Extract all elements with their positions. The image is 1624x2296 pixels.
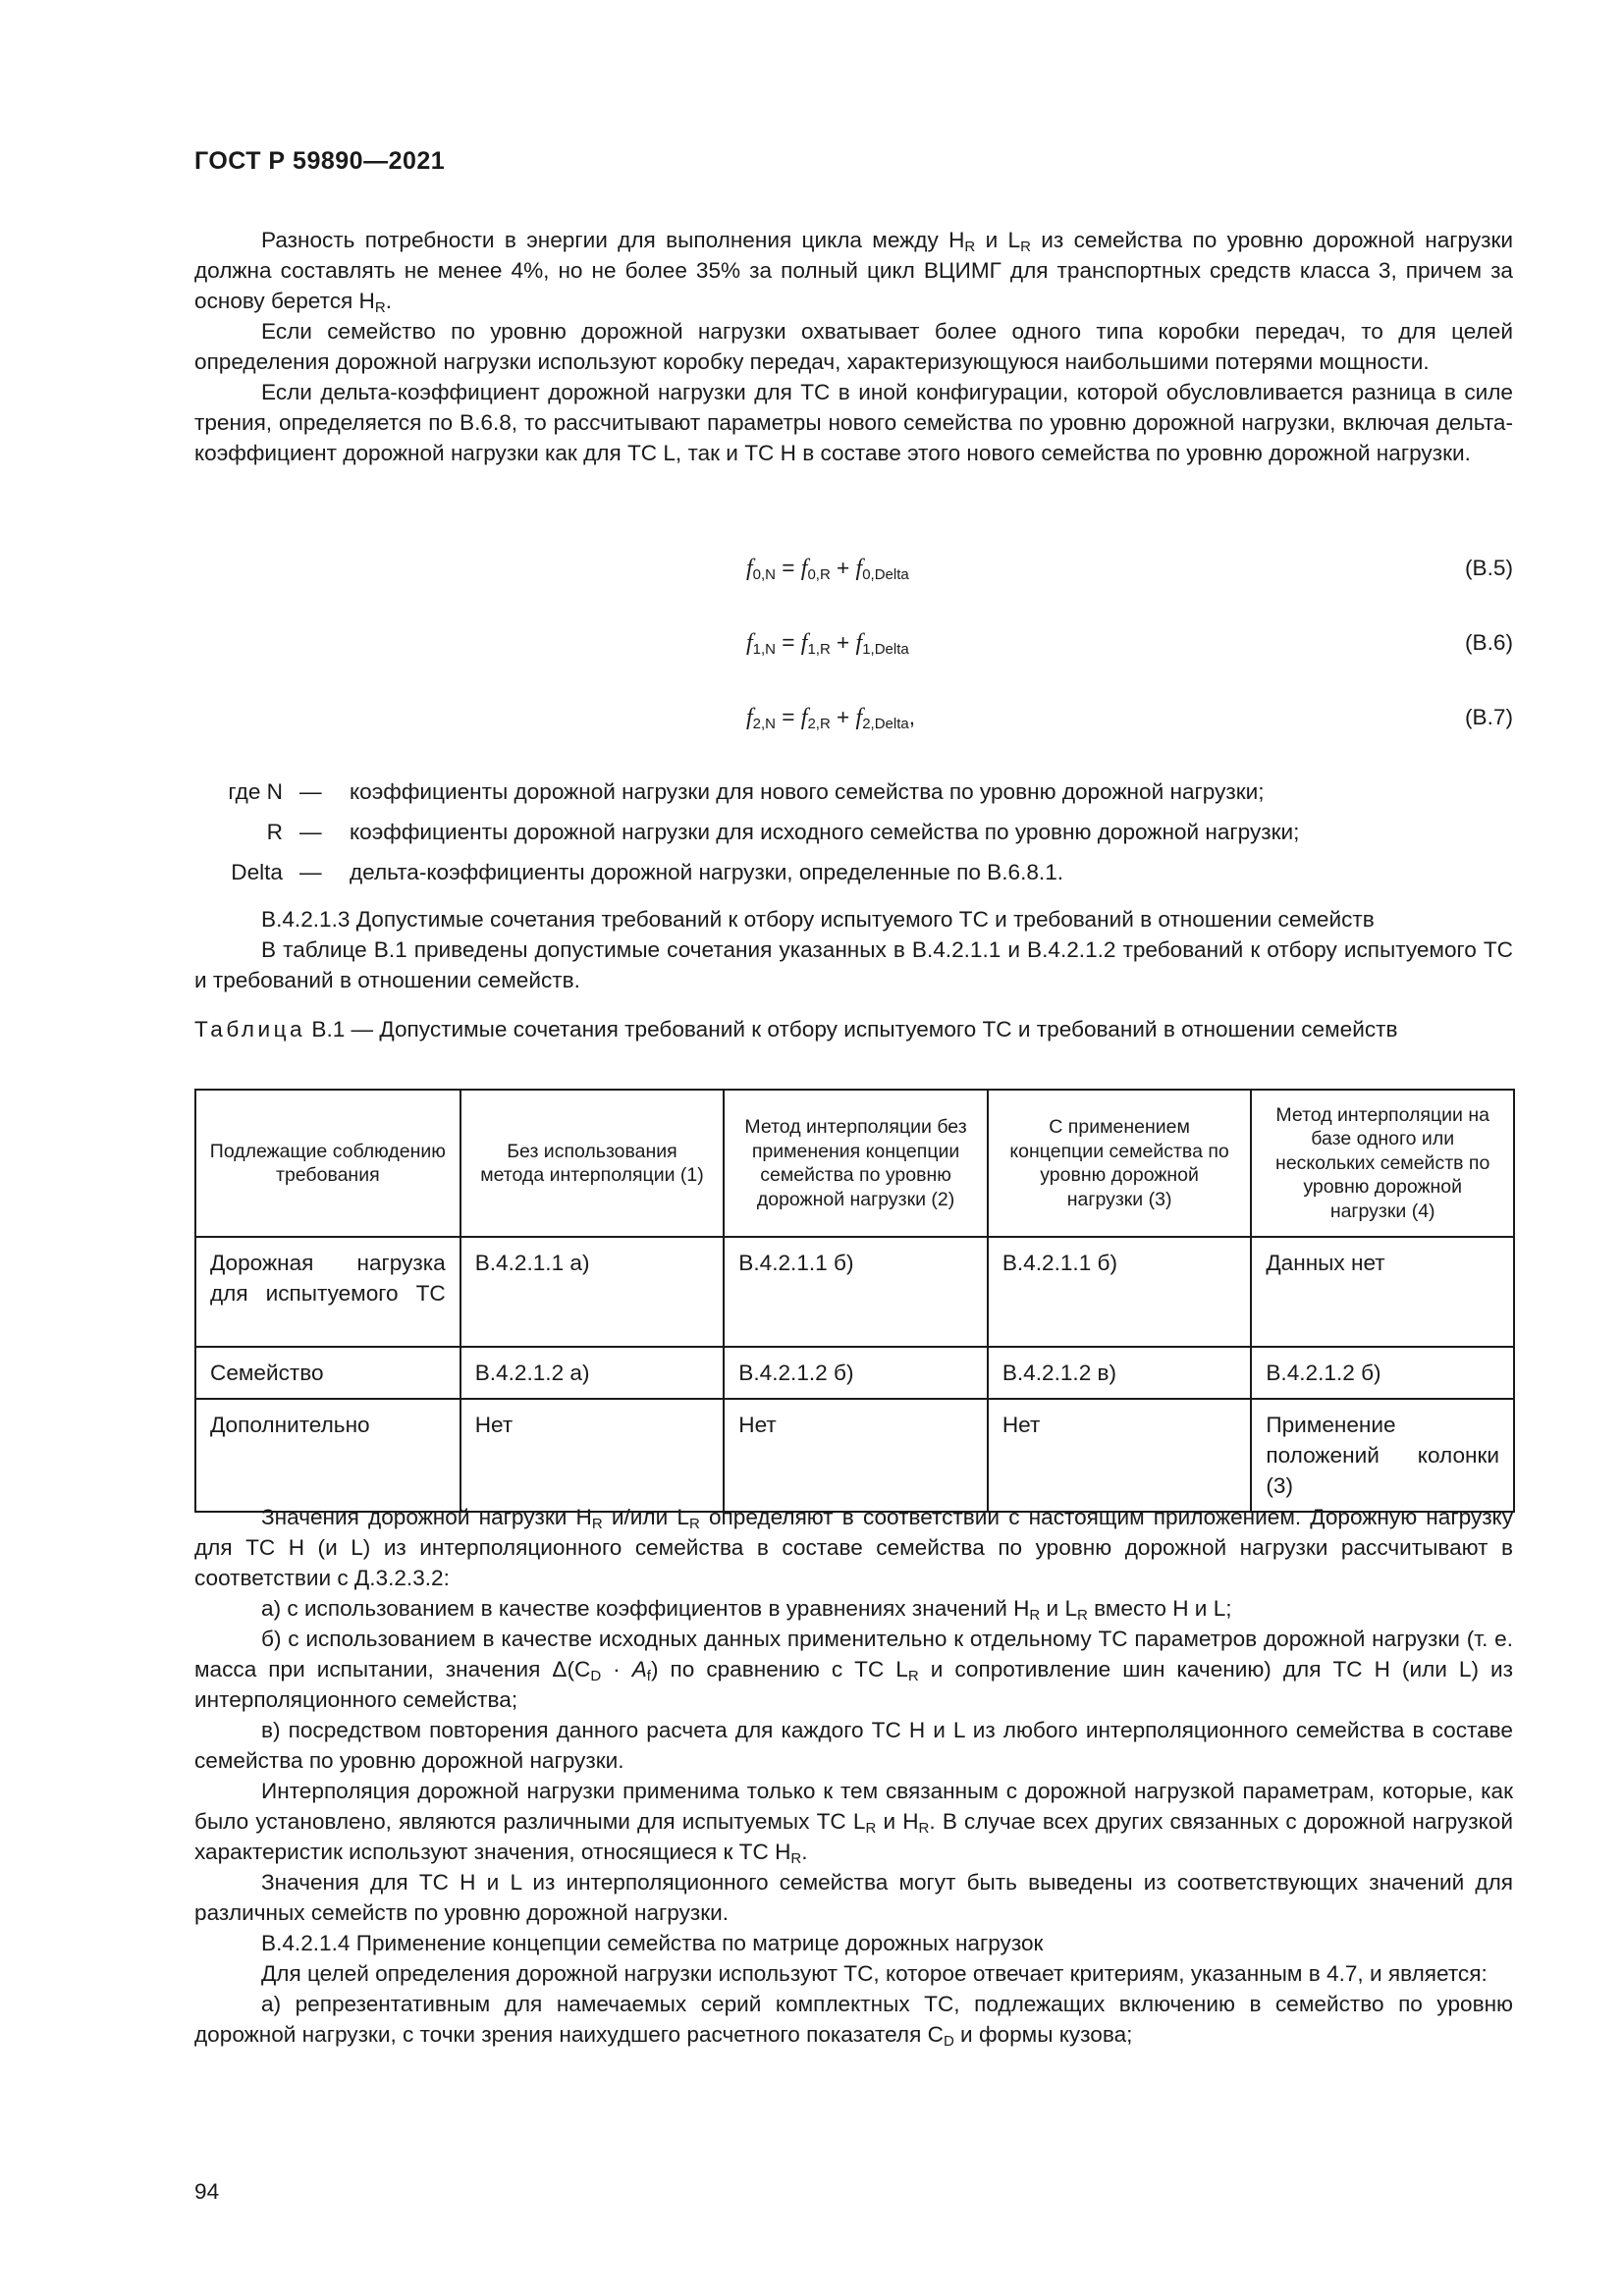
where-dash: — — [299, 860, 322, 884]
where-symbol: где N — [228, 779, 283, 804]
where-item — [194, 813, 1513, 852]
paragraph-values-derivation: Значения для ТС H и L из интерполяционного семейства могут быть выведены из соответствующих значений для различных семейств по уровню дорожной нагрузки. — [194, 1870, 1513, 1925]
table-cell: В.4.2.1.2 б) — [1251, 1347, 1514, 1399]
table-cell: В.4.2.1.2 б) — [724, 1347, 988, 1399]
list-item-v: в) посредством повторения данного расчета для каждого ТС H и L из любого интерполяционного семейства в составе семейства по уровню дорожной нагрузки. — [194, 1718, 1513, 1773]
where-item — [194, 853, 1513, 892]
formula-b7: $f_{2,N} = f_{2,R} + f_{2,Delta}$, — [746, 705, 916, 732]
where-symbol: R — [266, 820, 283, 844]
table-header-cell: Подлежащие соблюдению требования — [195, 1090, 460, 1237]
where-item — [194, 773, 1513, 812]
table-header-cell: Метод интерполяции без применения концепции семейства по уровню дорожной нагрузки (2) — [724, 1090, 988, 1237]
where-dash: — — [299, 820, 322, 844]
list-item-a: а) с использованием в качестве коэффициентов в уравнениях значений $H_R$ и $L_R$ вместо H и L; — [261, 1596, 1232, 1624]
paragraph-delta-coefficient: Если дельта-коэффициент дорожной нагрузки для ТС в иной конфигурации, которой обусловливается разница в силе трения, определяется по В.6.8, то рассчитывают параметры нового семейства по уровню дорожной нагрузки, включая дельта-коэффициент дорожной нагрузки как для ТС L, так и ТС H в составе этого нового семейства по уровню дорожной нагрузки. — [194, 380, 1513, 465]
table-cell: В.4.2.1.2 в) — [988, 1347, 1252, 1399]
formula-b5: $f_{0,N} = f_{0,R} + f_{0,Delta}$ — [746, 556, 909, 583]
table-header-cell: Метод интерполяции на базе одного или нескольких семейств по уровню дорожной нагрузки (4) — [1251, 1090, 1514, 1237]
table-caption-label: Таблица — [194, 1017, 306, 1041]
equation-number-b6: (В.6) — [1465, 630, 1513, 655]
section-heading-b4213: В.4.2.1.3 Допустимые сочетания требований к отбору испытуемого ТС и требований в отношении семейств — [261, 907, 1375, 932]
paragraph-gearbox: Если семейство по уровню дорожной нагрузки охватывает более одного типа коробки передач, то для целей определения дорожной нагрузки используют коробку передач, характеризующуюся наибольшими потерями мощности. — [194, 319, 1513, 374]
paragraph-interpolation: Интерполяция дорожной нагрузки применима только к тем связанным с дорожной нагрузкой параметрам, которые, как было установлено, являются различными для испытуемых ТС $L_R$ и $H_R$. В случае всех других связанных с дорожной нагрузкой характеристик используют значения, относящиеся к ТС $H_R$. — [194, 1779, 1513, 1867]
section-heading-b4214: В.4.2.1.4 Применение концепции семейства по матрице дорожных нагрузок — [261, 1931, 1044, 1955]
table-cell: Семейство — [195, 1347, 460, 1399]
table-caption — [194, 1014, 1513, 1044]
table-cell: Дополнительно — [195, 1399, 460, 1512]
table-header-cell: С применением концепции семейства по уровню дорожной нагрузки (3) — [988, 1090, 1252, 1237]
table-row — [195, 1347, 1514, 1399]
page-header: ГОСТ Р 59890—2021 — [194, 147, 446, 175]
table-cell: В.4.2.1.1 б) — [724, 1237, 988, 1347]
table-cell: Нет — [724, 1399, 988, 1512]
equation-number-b5: (В.5) — [1465, 556, 1513, 580]
page-number: 94 — [194, 2179, 220, 2204]
equation-number-b7: (В.7) — [1465, 705, 1513, 729]
paragraph-purpose: Для целей определения дорожной нагрузки используют ТС, которое отвечает критериям, указанным в 4.7, и является: — [261, 1961, 1488, 1986]
paragraph-road-load-values: Значения дорожной нагрузки $H_R$ и/или $L_R$ определяют в соответствии с настоящим приложением. Дорожную нагрузку для ТС H (и L) из интерполяционного семейства в составе семейства по уровню дорожной нагрузки рассчитывают в соответствии с Д.3.2.3.2: — [194, 1505, 1513, 1590]
table-caption-text: В.1 — Допустимые сочетания требований к отбору испытуемого ТС и требований в отношении семейств — [305, 1017, 1398, 1041]
table-cell: В.4.2.1.1 б) — [988, 1237, 1252, 1347]
where-text: коэффициенты дорожной нагрузки для нового семейства по уровню дорожной нагрузки; — [350, 779, 1265, 804]
where-list — [194, 773, 1513, 900]
table-cell: Нет — [988, 1399, 1252, 1512]
table-cell: Нет — [460, 1399, 725, 1512]
where-text: коэффициенты дорожной нагрузки для исходного семейства по уровню дорожной нагрузки; — [350, 820, 1300, 844]
table-cell: В.4.2.1.2 а) — [460, 1347, 725, 1399]
intro-section — [194, 225, 1513, 468]
table-row — [195, 1399, 1514, 1512]
table-cell: Данных нет — [1251, 1237, 1514, 1347]
table-row — [195, 1237, 1514, 1347]
combinations-table — [194, 1089, 1515, 1513]
table-cell: В.4.2.1.1 а) — [460, 1237, 725, 1347]
formula-b6: $f_{1,N} = f_{1,R} + f_{1,Delta}$ — [746, 630, 909, 658]
where-symbol: Delta — [231, 860, 283, 884]
after-table-section — [194, 1502, 1513, 2050]
paragraph-table-intro: В таблице В.1 приведены допустимые сочетания указанных в В.4.2.1.1 и В.4.2.1.2 требований к отбору испытуемого ТС и требований в отношении семейств. — [194, 937, 1513, 992]
where-dash: — — [299, 779, 322, 804]
paragraph-energy-difference: Разность потребности в энергии для выполнения цикла между $H_R$ и $L_R$ из семейства по уровню дорожной нагрузки должна составлять не менее 4%, но не более 35% за полный цикл ВЦИМГ для транспортных средств класса 3, причем за основу берется $H_R$. — [194, 228, 1514, 316]
table-header-row — [195, 1090, 1514, 1237]
table-header-cell: Без использования метода интерполяции (1) — [460, 1090, 725, 1237]
list-item-a-representative: а) репрезентативным для намечаемых серий комплектных ТС, подлежащих включению в семейство по уровню дорожной нагрузки, с точки зрения наихудшего расчетного показателя $C_D$ и формы кузова; — [194, 1992, 1513, 2050]
section-b4213 — [194, 904, 1513, 995]
table-cell: Дорожная нагрузка для испытуемого ТС — [195, 1237, 460, 1347]
list-item-b: б) с использованием в качестве исходных данных применительно к отдельному ТС параметров дорожной нагрузки (т. е. масса при испытании, значения $\Delta(C_D \cdot A_f)$ по сравнению с ТС $L_R$ и сопротивление шин качению) для ТС H (или L) из интерполяционного семейства; — [194, 1627, 1513, 1712]
table-cell: Применение положений колонки (3) — [1251, 1399, 1514, 1512]
where-text: дельта-коэффициенты дорожной нагрузки, определенные по В.6.8.1. — [350, 860, 1064, 884]
